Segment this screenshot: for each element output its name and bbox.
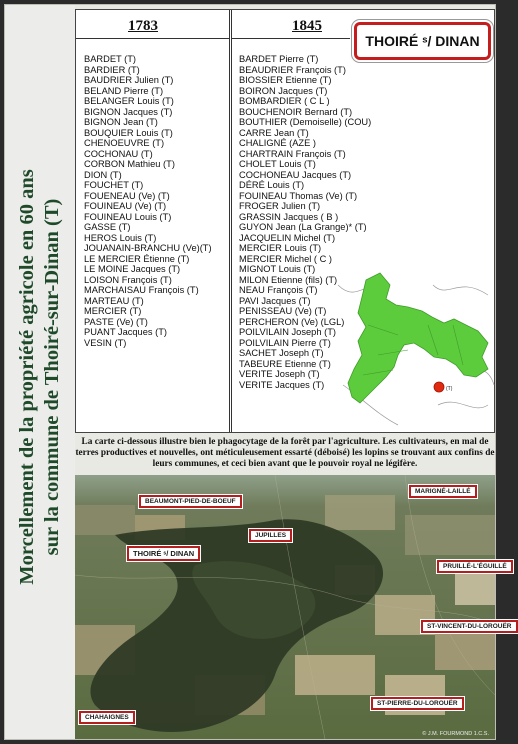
owner-1845-name: BOIRON Jacques (T) — [239, 85, 328, 96]
vertical-title — [15, 169, 65, 584]
owner-1783-name: BOUQUIER Louis (T) — [84, 127, 173, 138]
owner-1845-name: COCHONEAU Jacques (T) — [239, 169, 352, 180]
owner-1845-name: CHOLET Louis (T) — [239, 159, 316, 169]
owner-1845-name: JACQUELIN Michel (T) — [239, 232, 336, 243]
owner-1783-name: BARDET (T) — [84, 54, 136, 64]
owner-1845-name: BEAUDRIER François (T) — [239, 64, 346, 75]
owner-1845-name: BOUCHENOIR Bernard (T) — [239, 106, 353, 117]
owner-1845-name: CHALIGNÉ (AZE ) — [239, 138, 316, 148]
label-thoire: THOIRÉ ˢ/ DINAN — [127, 546, 200, 561]
owner-1845-name: CHARTRAIN François (T) — [239, 148, 346, 159]
label-st-pierre: ST-PIERRE-DU-LOROUËR — [371, 697, 464, 710]
owner-1783-name: GASSE (T) — [84, 222, 131, 232]
owner-1845-name: CARRE Jean (T) — [239, 127, 309, 138]
owner-1845-name: BIOSSIER Etienne (T) — [239, 75, 332, 85]
label-chahaignes: CHAHAIGNES — [79, 711, 135, 724]
commune-territory — [348, 273, 488, 403]
owner-1845-name: PENISSEAU (Ve) (T) — [239, 306, 327, 316]
owner-1783-name: PUANT Jacques (T) — [84, 327, 168, 337]
owner-1783-name: COCHONAU (T) — [84, 148, 153, 159]
header-1845: 1845 — [292, 18, 322, 34]
owner-1845-name: DÉRÉ Louis (T) — [239, 180, 305, 190]
owner-1783-name: FOUENEAU (Ve) (T) — [84, 190, 170, 201]
owner-1845-name: NEAU François (T) — [239, 285, 318, 295]
owner-1783-name: LE MERCIER Étienne (T) — [84, 253, 190, 264]
marker-label: (T) — [446, 386, 453, 392]
label-jupilles: JUPILLES — [249, 529, 292, 542]
title-line-1: Morcellement de la propriété agricole en 60 ans — [16, 169, 38, 585]
commune-marker — [434, 382, 444, 392]
label-st-vincent: ST-VINCENT-DU-LOROUËR — [421, 620, 518, 633]
owner-1783-name: PASTE (Ve) (T) — [84, 316, 148, 327]
owner-1845-name: BARDET Pierre (T) — [239, 54, 319, 64]
poster — [4, 4, 512, 740]
town-sign: THOIRÉ ˢ/ DINAN — [354, 22, 491, 60]
owner-1783-name: BIGNON Jacques (T) — [84, 106, 173, 117]
owner-1783-name: VESIN (T) — [84, 337, 127, 348]
header-rule-right — [232, 38, 350, 39]
photo-credit: © J.M. FOURMOND 1.C.S. — [422, 731, 489, 737]
owner-1783-name: BAUDRIER Julien (T) — [84, 75, 174, 85]
description-text: La carte ci-dessous illustre bien le phagocytage de la forêt par l'agriculture. Les cultivateurs, en mal de terres productives et nouvelles, ont méticuleusement essarté (déboisé) les lopins se trouvant aux confins de leurs communes, et ceci bien avant que le pouvoir royal ne légifère. — [75, 437, 495, 469]
label-pruille: PRUILLÉ-L'ÉGUILLÉ — [437, 560, 513, 573]
owner-1783-name: MERCIER (T) — [84, 306, 142, 316]
owner-1783-name: MARTEAU (T) — [84, 295, 144, 306]
lists-panel — [75, 9, 495, 433]
commune-map — [338, 265, 494, 425]
owner-1783-name: HEROS Louis (T) — [84, 232, 157, 243]
owner-1845-name: VERITE Jacques (T) — [239, 379, 325, 390]
owner-1845-name: BOUTHIER (Demoiselle) (COU) — [239, 117, 372, 127]
owner-1783-name: BARDIER (T) — [84, 64, 140, 75]
header-1783: 1783 — [128, 18, 158, 34]
owner-1845-name: FROGER Julien (T) — [239, 201, 321, 211]
names-1783-list — [84, 54, 212, 348]
owner-1845-name: POILVILAIN Joseph (T) — [239, 327, 336, 337]
owner-1783-name: BELANGER Louis (T) — [84, 96, 174, 106]
owner-1845-name: MIGNOT Louis (T) — [239, 264, 316, 274]
label-beaumont: BEAUMONT-PIED-DE-BOEUF — [139, 495, 242, 508]
owner-1845-name: TABEURE Etienne (T) — [239, 358, 331, 369]
header-rule-left — [76, 38, 229, 39]
owner-1845-name: MERCIER Michel ( C ) — [239, 253, 332, 264]
owner-1845-name: FOUINEAU Thomas (Ve) (T) — [239, 190, 358, 201]
owner-1845-name: GUYON Jean (La Grange)* (T) — [239, 222, 367, 232]
owner-1783-name: LE MOINE Jacques (T) — [84, 264, 181, 274]
owner-1783-name: CORBON Mathieu (T) — [84, 159, 175, 169]
owner-1845-name: PERCHERON (Ve) (LGL) — [239, 316, 345, 327]
owner-1783-name: BELAND Pierre (T) — [84, 85, 164, 96]
owner-1845-name: MILON Etienne (fils) (T) — [239, 274, 338, 285]
owner-1845-name: VERITE Joseph (T) — [239, 369, 320, 379]
owner-1783-name: JOUANAIN-BRANCHU (Ve)(T) — [84, 243, 212, 253]
owner-1845-name: GRASSIN Jacques ( B ) — [239, 211, 339, 222]
label-marigne: MARIGNÉ-LAILLÉ — [409, 485, 477, 498]
column-divider — [229, 10, 232, 432]
aerial-photo — [75, 475, 512, 739]
owner-1783-name: CHENOEUVRE (T) — [84, 138, 165, 148]
owner-1783-name: BIGNON Jean (T) — [84, 117, 158, 127]
owner-1783-name: FOUINEAU Louis (T) — [84, 211, 172, 222]
owner-1783-name: FOUCHET (T) — [84, 180, 144, 190]
side-panel — [5, 5, 75, 739]
owner-1783-name: LOISON François (T) — [84, 274, 172, 285]
owner-1783-name: MARCHAISAU François (T) — [84, 285, 199, 295]
title-line-2: sur la commune de Thoiré-sur-Dinan (T) — [41, 198, 63, 556]
owner-1845-name: POILVILAIN Pierre (T) — [239, 337, 331, 348]
owner-1845-name: SACHET Joseph (T) — [239, 348, 324, 358]
owner-1783-name: DION (T) — [84, 169, 122, 180]
owner-1845-name: PAVI Jacques (T) — [239, 295, 311, 306]
owner-1845-name: MERCIER Louis (T) — [239, 243, 322, 253]
owner-1783-name: FOUINEAU (Ve) (T) — [84, 201, 167, 211]
owner-1845-name: BOMBARDIER ( C L ) — [239, 96, 330, 106]
